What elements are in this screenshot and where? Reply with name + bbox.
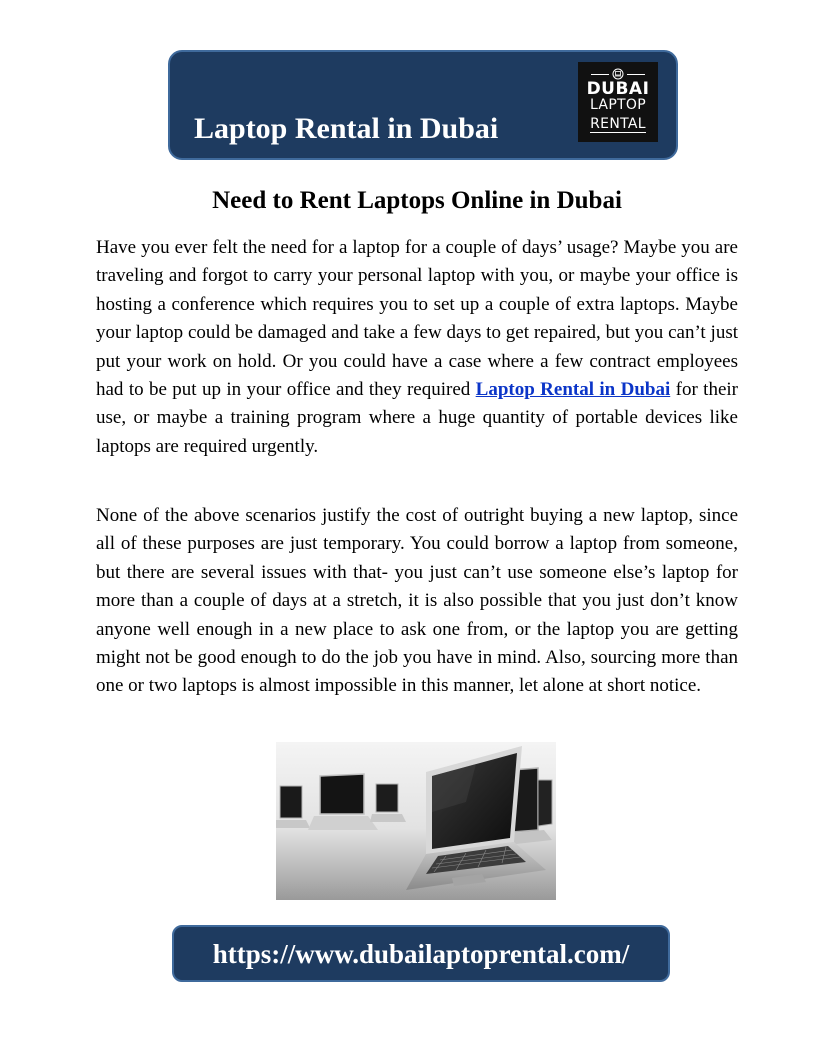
laptops-photo [276, 742, 556, 900]
website-url[interactable]: https://www.dubailaptoprental.com/ [212, 938, 630, 969]
intro-paragraph [96, 234, 738, 461]
second-paragraph: None of the above scenarios justify the cost of outright buying a new laptop, since all of these purposes are just temporary. You could borrow a laptop from someone, but there are several issues with that- you just can’t use someone else’s laptop for more than a couple of days at a stretch, it is also possible that you just don’t know anyone well enough in a new place to ask one from, or the laptop you are getting might not be good enough to do the job you have in mind. Also, sourcing more than one or two laptops is almost impossible in this manner, let alone at short notice. [96, 505, 738, 697]
intro-text-end: for their use, or maybe a training program where a huge quantity of portable devices like laptops are required urgently. [96, 379, 738, 457]
footer-banner [172, 925, 670, 982]
logo-text-laptop: LAPTOP [590, 97, 646, 113]
logo-text-dubai: DUBAI [586, 79, 650, 99]
page-title: Need to Rent Laptops Online in Dubai [212, 187, 622, 214]
header-banner [168, 50, 678, 160]
logo-text-rental: RENTAL [590, 116, 646, 132]
header-title: Laptop Rental in Dubai [194, 112, 499, 145]
company-logo [578, 62, 658, 142]
laptop-rental-link[interactable]: Laptop Rental in Dubai [475, 379, 671, 401]
intro-text-start: Have you ever felt the need for a laptop for a couple of days’ usage? Maybe you are traveling and forgot to carry your personal laptop with you, or maybe your office is hosting a conference which requires you to set up a couple of extra laptops. Maybe your laptop could be damaged and take a few days to get repaired, but you can’t just put your work on hold. Or you could have a case where a few contract employees had to be put up in your office and they required [96, 237, 738, 401]
laptops-illustration [276, 742, 556, 900]
